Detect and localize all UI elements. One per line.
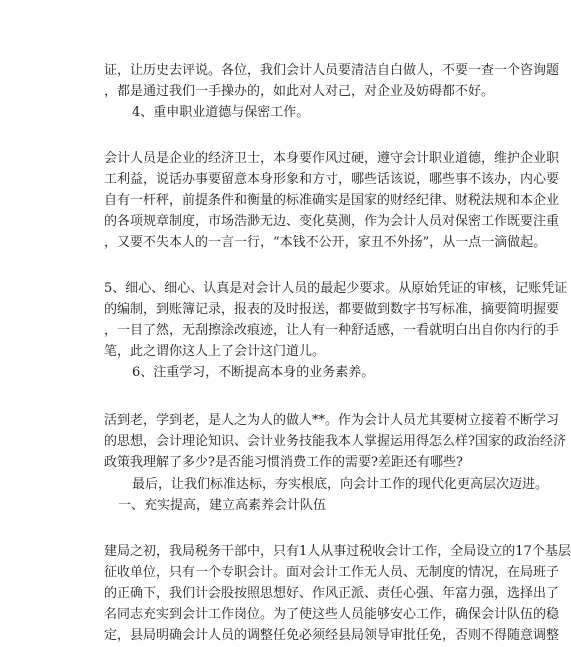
paragraph-line: 定，县局明确会计人员的调整任免必须经县局领导审批任免，否则不得随意调整: [104, 628, 560, 643]
paragraph-line: 最后，让我们标准达标，夯实根底，向会计工作的现代化更高层次迈进。: [132, 477, 549, 492]
paragraph-line: ，又要不失本人的一言一行，“本钱不公开，家丑不外扬”，从一点一滴做起。: [104, 235, 547, 250]
paragraph-line: 的正确下，我们计会股按照思想好、作风正派、责任心强、年富力强，选择出了: [104, 586, 560, 601]
section-heading-5: 5、细心、细心、认真是对会计人员的最起少要求。从原始凭证的审核，记账凭证: [104, 281, 568, 296]
paragraph-line: 工利益，说话办事要留意本身形象和方寸，哪些话该说，哪些事不该办，内心要: [104, 172, 560, 187]
paragraph-line: 的思想，会计理论知识、会计业务技能我本人掌握运用得怎么样?国家的政治经济: [104, 434, 566, 449]
section-heading-1: 一、充实提高，建立高素养会计队伍: [118, 498, 327, 513]
paragraph-line: 会计人员是企业的经济卫士，本身要作风过硬，遵守会计职业道德，维护企业职: [104, 151, 560, 166]
section-heading-6: 6、注重学习，不断提高本身的业务素养。: [132, 365, 375, 380]
paragraph-line: 的编制，到账簿记录，报表的及时报送，都要做到数字书写标准，摘要简明握要: [104, 302, 560, 317]
paragraph-line: 建局之初，我局税务干部中，只有1人从事过税收会计工作，全局设立的17个基层: [104, 544, 571, 559]
paragraph-line: 名同志充实到会计工作岗位。为了使这些人员能够安心工作，确保会计队伍的稳: [104, 607, 560, 622]
paragraph-line: 征收单位，只有一个专职会计。面对会计工作无人员、无制度的情况，在局班子: [104, 565, 560, 580]
paragraph-line: 政策我理解了多少?是否能习惯消费工作的需要?差距还有哪些?: [104, 455, 463, 470]
paragraph-line: 笔，此之谓你这人上了会计这门道儿。: [104, 344, 326, 359]
paragraph-line: ，一目了然，无刮擦涂改痕迹，让人有一种舒适感，一看就明白出自你内行的手: [104, 323, 560, 338]
section-heading-4: 4、重申职业道德与保密工作。: [132, 105, 310, 120]
paragraph-line: 活到老，学到老，是人之为人的做人**。作为会计人员尤其要树立接着不断学习: [104, 413, 560, 428]
paragraph-line: ，都是通过我们一手操办的，如此对人对己，对企业及妨碍都不好。: [104, 84, 495, 99]
paragraph-line: 的各项规章制度，市场浩渺无边、变化莫测，作为会计人员对保密工作既要注重: [104, 214, 560, 229]
paragraph-line: 自有一杆秤，前提条件和衡量的标准确实是国家的财经纪律、财税法规和本企业: [104, 193, 560, 208]
paragraph-line: 证，让历史去评说。各位，我们会计人员要清洁自白做人，不要一查一个咨询题: [104, 63, 560, 78]
